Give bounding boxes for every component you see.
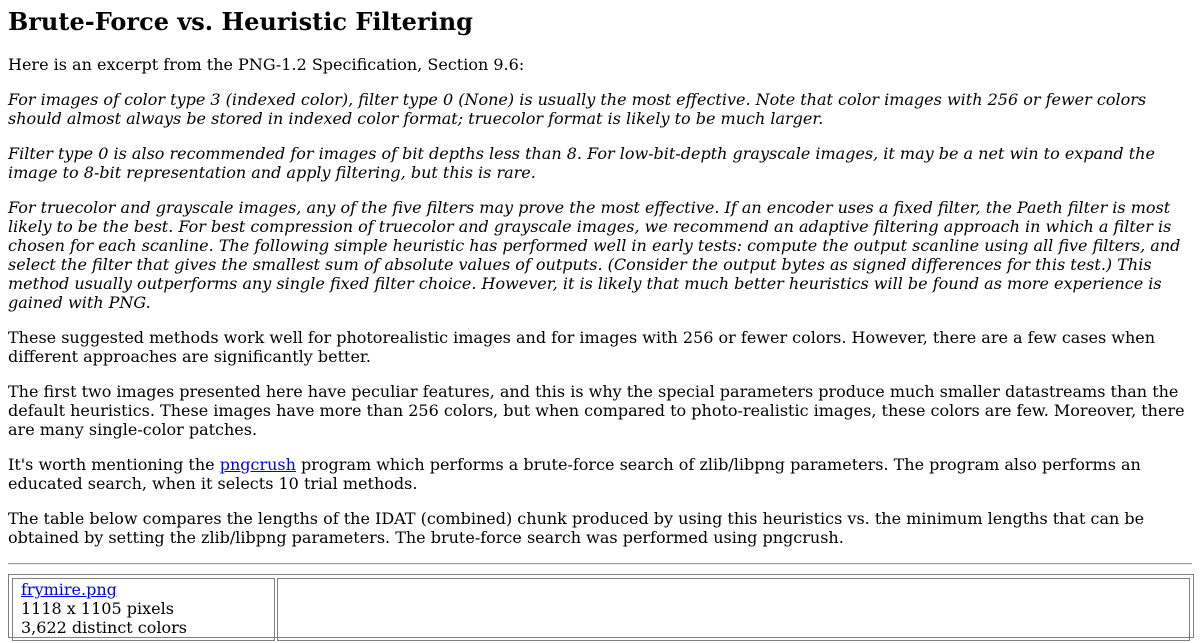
pngcrush-text-after: program which performs a brute-force search of zlib/libpng parameters. The program also performs an educated search, when it selects 10 trial methods. [8, 455, 1141, 493]
pngcrush-paragraph [8, 455, 1192, 493]
first-two-images-paragraph: The first two images presented here have peculiar features, and this is why the special parameters produce much smaller datastreams than the default heuristics. These images have more than 256 colors, but when compared to photo-realistic images, these colors are few. Moreover, there are many single-color patches. [8, 382, 1185, 439]
page-title: Brute-Force vs. Heuristic Filtering [8, 7, 473, 36]
comparison-table-frame [8, 574, 1194, 638]
document-body [0, 8, 1200, 638]
spec-quote-truecolor: For truecolor and grayscale images, any of the five filters may prove the most effective. If an encoder uses a fixed filter, the Paeth filter is most likely to be the best. For best compression of truecolor and grayscale images, we recommend an adaptive filtering approach in which a filter is chosen for each scanline. The following simple heuristic has performed well in early tests: compute the output scanline using all five filters, and select the filter that gives the smallest sum of absolute values of outputs. (Consider the output bytes as signed differences for this test.) This method usually outperforms any single fixed filter choice. However, it is likely that much better heuristics will be found as more experience is gained with PNG. [8, 198, 1181, 312]
pngcrush-text-before: It's worth mentioning the [8, 455, 220, 474]
pngcrush-link[interactable]: pngcrush [219, 455, 296, 474]
image-file-link[interactable]: frymire.png [21, 580, 117, 599]
intro-paragraph: Here is an excerpt from the PNG-1.2 Specification, Section 9.6: [8, 55, 525, 74]
horizontal-rule [8, 563, 1192, 565]
image-info-cell [12, 578, 275, 641]
table-row [12, 578, 1190, 641]
image-results-cell [277, 578, 1190, 641]
table-intro-paragraph: The table below compares the lengths of the IDAT (combined) chunk produced by using this heuristics vs. the minimum lengths that can be obtained by setting the zlib/libpng parameters. The brute-force search was performed using pngcrush. [8, 509, 1145, 547]
image-dimensions: 1118 x 1105 pixels [21, 599, 174, 618]
spec-quote-bit-depth: Filter type 0 is also recommended for images of bit depths less than 8. For low-bit-depth grayscale images, it may be a net win to expand the image to 8-bit representation and apply filtering, but this is rare. [8, 144, 1155, 182]
methods-paragraph: These suggested methods work well for photorealistic images and for images with 256 or fewer colors. However, there are a few cases when different approaches are significantly better. [8, 328, 1156, 366]
comparison-table [10, 576, 1192, 643]
spec-quote-indexed: For images of color type 3 (indexed color), filter type 0 (None) is usually the most effective. Note that color images with 256 or fewer colors should almost always be stored in indexed color format; truecolor format is likely to be much larger. [8, 90, 1147, 128]
image-color-count: 3,622 distinct colors [21, 618, 187, 637]
